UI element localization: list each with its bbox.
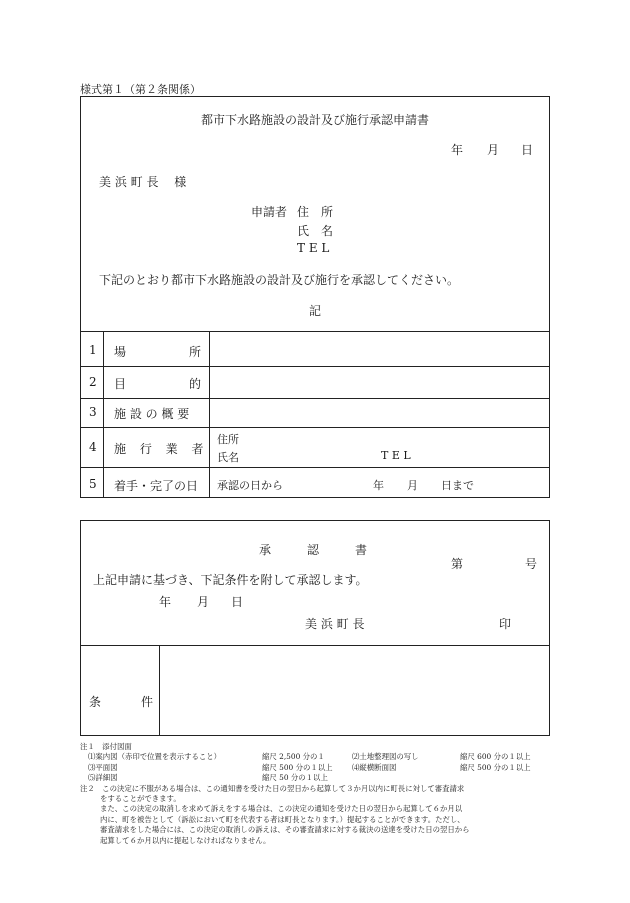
application-date-month: 月 bbox=[487, 143, 500, 157]
tel-label: T E L bbox=[297, 241, 330, 255]
row-label-outline: 施 設 の 概 要 bbox=[114, 407, 190, 421]
application-date-day: 日 bbox=[521, 143, 534, 157]
attachment-item: ⑶平面図 bbox=[88, 762, 118, 772]
attachment-scale: 縮尺 2,500 分の１ bbox=[262, 752, 325, 762]
attachment-item: ⑸詳細図 bbox=[88, 773, 118, 783]
table-top-line bbox=[81, 331, 549, 332]
address-label: 住 所 bbox=[297, 205, 334, 219]
approval-number-go: 号 bbox=[525, 557, 538, 571]
approval-date-year: 年 bbox=[159, 595, 172, 609]
name-label: 氏 名 bbox=[297, 224, 334, 238]
note2-line: 審査請求をした場合には、この決定の取消しの訴えは、その審査請求に対する裁決の送達を受けた日の翌日から bbox=[100, 825, 470, 835]
request-text: 下記のとおり都市下水路施設の設計及び施行を承認してください。 bbox=[99, 273, 460, 287]
approval-form bbox=[80, 520, 550, 736]
contractor-tel-label: T E L bbox=[381, 449, 411, 462]
approval-text: 上記申請に基づき、下記条件を附して承認します。 bbox=[93, 573, 368, 587]
row-divider bbox=[81, 366, 549, 367]
application-date-year: 年 bbox=[451, 143, 464, 157]
conditions-label: 件 bbox=[141, 695, 154, 709]
form-label: 様式第１（第２条関係） bbox=[80, 83, 201, 96]
row-number: 2 bbox=[89, 375, 97, 389]
note1-heading: 注１ 添付図面 bbox=[80, 742, 132, 751]
note2-line: また、この決定の取消しを求めて訴えをする場合は、この決定の通知を受けた日の翌日から起算して６か月以 bbox=[100, 804, 463, 814]
row-divider bbox=[81, 427, 549, 428]
row-label-purpose: 目 bbox=[114, 377, 127, 391]
attachment-scale: 縮尺 50 分の１以上 bbox=[262, 773, 328, 783]
row-number: 1 bbox=[89, 343, 97, 357]
attachment-line bbox=[80, 763, 560, 773]
row-number: 3 bbox=[89, 405, 97, 419]
notes bbox=[80, 742, 560, 846]
approval-number-dai: 第 bbox=[451, 557, 464, 571]
attachment-item: ⑵土地整理図の写し bbox=[352, 752, 419, 762]
approval-title: 承 認 書 bbox=[259, 543, 368, 557]
attachment-line bbox=[80, 752, 560, 762]
row-label-place: 所 bbox=[189, 345, 202, 359]
attachment-scale: 縮尺 500 分の１以上 bbox=[460, 762, 531, 772]
approval-seal: 印 bbox=[499, 617, 512, 631]
row-label-dates: 着手・完了の日 bbox=[114, 479, 199, 493]
attachment-line bbox=[80, 773, 560, 783]
row-divider bbox=[81, 398, 549, 399]
conditions-label: 条 bbox=[89, 695, 102, 709]
conditions-divider bbox=[159, 645, 160, 735]
dates-until: 日まで bbox=[441, 479, 474, 492]
column-divider bbox=[209, 331, 210, 497]
note2-line: をすることができます。 bbox=[100, 794, 181, 804]
dates-month: 月 bbox=[407, 479, 418, 492]
dates-from: 承認の日から bbox=[217, 479, 283, 492]
column-divider bbox=[103, 331, 104, 497]
note2-line: 起算して６か月以内に提起しなければなりません。 bbox=[100, 835, 271, 845]
contractor-address-label: 住所 bbox=[217, 433, 239, 446]
note2-line: 注２ この決定に不服がある場合は、この通知書を受けた日の翌日から起算して３か月以内に町長に対して審査請求 bbox=[80, 783, 465, 793]
approval-date-day: 日 bbox=[231, 595, 244, 609]
row-divider bbox=[81, 467, 549, 468]
row-label-place: 場 bbox=[114, 345, 127, 359]
row-number: 5 bbox=[89, 477, 97, 491]
application-form bbox=[80, 96, 550, 498]
applicant-label: 申請者 bbox=[251, 205, 288, 219]
row-number: 4 bbox=[89, 440, 97, 454]
application-title: 都市下水路施設の設計及び施行承認申請書 bbox=[200, 113, 429, 127]
row-label-contractor: 施 行 業 者 bbox=[114, 442, 209, 456]
dates-year: 年 bbox=[373, 479, 384, 492]
ki-label: 記 bbox=[309, 304, 322, 318]
contractor-name-label: 氏名 bbox=[217, 451, 239, 464]
addressee: 美 浜 町 長 様 bbox=[99, 175, 187, 189]
approval-date-month: 月 bbox=[197, 595, 210, 609]
attachment-scale: 縮尺 500 分の１以上 bbox=[262, 762, 333, 772]
note2-line: 内に、町を被告として（訴訟において町を代表する者は町長となります。）提起することができます。ただし、 bbox=[100, 814, 465, 824]
attachment-scale: 縮尺 600 分の１以上 bbox=[460, 752, 531, 762]
approval-mayor: 美 浜 町 長 bbox=[305, 617, 365, 631]
attachment-item: ⑷縦横断面図 bbox=[352, 762, 397, 772]
attachment-item: ⑴案内図（赤印で位置を表示すること） bbox=[88, 752, 222, 762]
conditions-top-line bbox=[81, 645, 549, 646]
row-label-purpose: 的 bbox=[189, 377, 202, 391]
